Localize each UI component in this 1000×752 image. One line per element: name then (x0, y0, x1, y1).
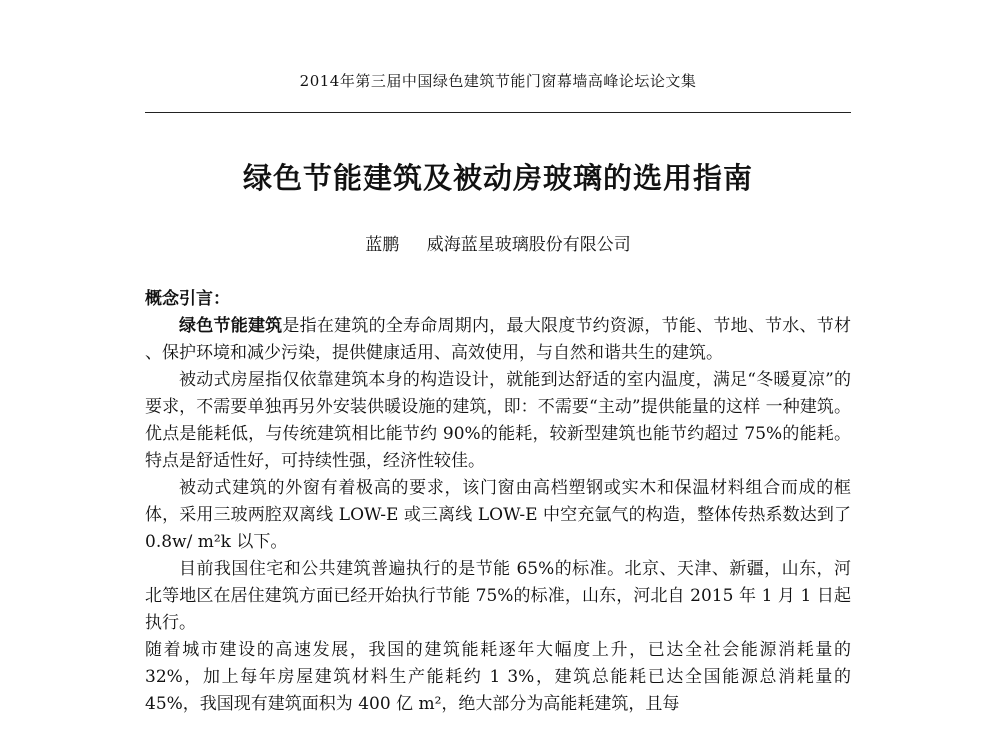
paragraph-1 (145, 313, 851, 367)
section-heading: 概念引言： (145, 289, 230, 309)
paragraph-2: 被动式房屋指仅依靠建筑本身的构造设计，就能到达舒适的室内温度，满足“冬暖夏凉”的要求，不需要单独再另外安装供暖设施的建筑，即：不需要“主动”提供能量的这样 一种建筑。优点是能耗低，与传统建筑相比能节约 90%的能耗，较新型建筑也能节约超过 75%的能耗。特点是舒适性好，可持续性强，经济性较佳。 (145, 370, 851, 471)
defined-term: 绿色节能建筑 (179, 316, 283, 336)
running-header: 2014年第三届中国绿色建筑节能门窗幕墙高峰论坛论文集 (299, 72, 697, 90)
byline (145, 230, 851, 255)
author-affiliation: 威海蓝星玻璃股份有限公司 (426, 235, 631, 255)
paragraph-5: 随着城市建设的高速发展，我国的建筑能耗逐年大幅度上升，已达全社会能源消耗量的 32%，加上每年房屋建筑材料生产能耗约 1 3%，建筑总能耗已达全国能源总消耗量的 45%，我国现有建筑面积为 400 亿 m²，绝大部分为高能耗建筑，且每 (145, 640, 851, 714)
paragraph-3: 被动式建筑的外窗有着极高的要求，该门窗由高档塑钢或实木和保温材料组合而成的框体，采用三玻两腔双离线 LOW-E 或三离线 LOW-E 中空充氩气的构造，整体传热系数达到了 0.8w/ m²k 以下。 (145, 478, 851, 552)
article-body (145, 286, 851, 718)
paragraph-1-text: 是指在建筑的全寿命周期内，最大限度节约资源，节能、节地、节水、节材 、保护环境和减少污染，提供健康适用、高效使用，与自然和谐共生的建筑。 (145, 316, 851, 363)
article-title: 绿色节能建筑及被动房玻璃的选用指南 (242, 161, 753, 195)
author-name: 蓝鹏 (365, 235, 400, 255)
paragraph-4: 目前我国住宅和公共建筑普遍执行的是节能 65%的标准。北京、天津、新疆，山东，河北等地区在居住建筑方面已经开始执行节能 75%的标准，山东，河北自 2015 年 1 月 1 日起执行。 (145, 559, 851, 633)
header-rule (145, 112, 851, 113)
